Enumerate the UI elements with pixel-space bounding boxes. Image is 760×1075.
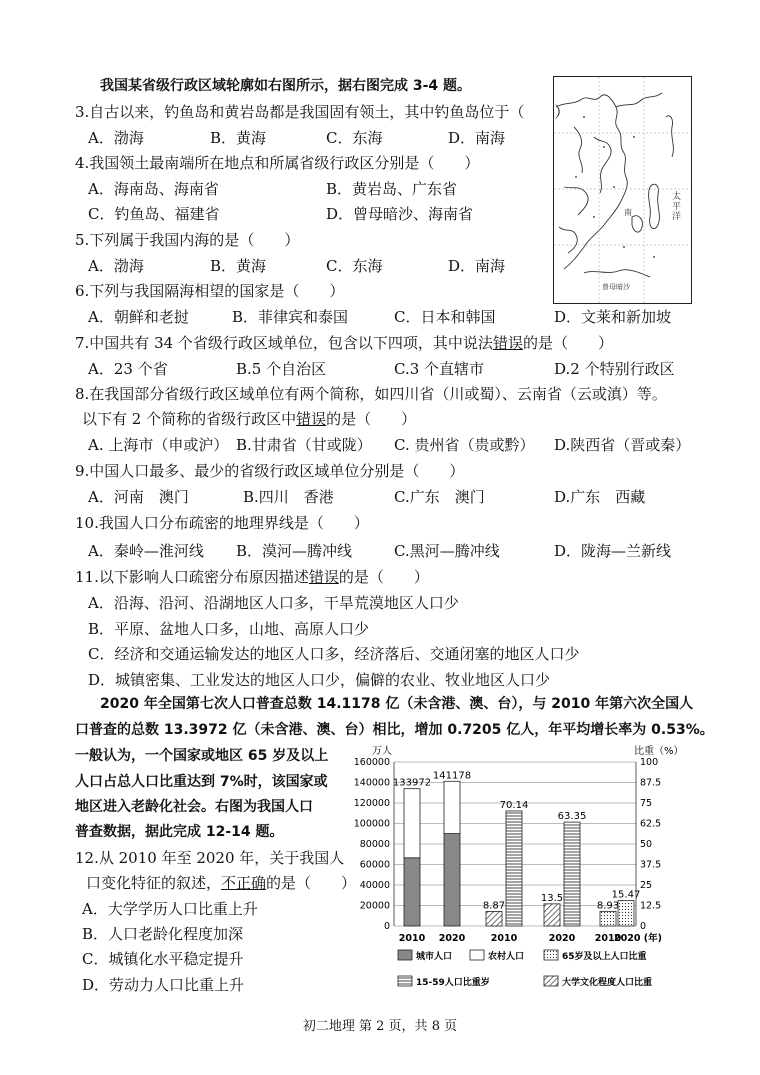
q3-option-a[interactable]: A．渤海 [88,129,144,147]
legend-label: 农村人口 [488,952,525,962]
question-10-stem: 10.我国人口分布疏密的地理界线是（ ） [75,514,369,532]
ratio-bar [600,911,616,926]
question-4-stem: 4.我国领土最南端所在地点和所属省级行政区分别是（ ） [75,154,480,172]
q12-option-d[interactable]: D．劳动力人口比重上升 [82,976,245,994]
left-tick-label: 140000 [353,777,390,789]
left-tick-label: 80000 [359,839,390,850]
q7-option-c[interactable]: C.3 个直辖市 [394,360,485,378]
q12-option-b[interactable]: B．人口老龄化程度加深 [82,925,244,943]
right-tick-label: 62.5 [640,818,662,830]
q6-option-d[interactable]: D．文莱和新加坡 [554,308,672,326]
bar-rural-2010 [404,789,420,858]
q11-option-a[interactable]: A．沿海、沿河、沿湖地区人口多，干旱荒漠地区人口少 [88,594,459,612]
bar-total-label: 141178 [432,770,472,782]
intro-12-14-line3: 一般认为，一个国家或地区 65 岁及以上 [75,748,329,764]
intro-12-14-line1: 2020 年全国第七次人口普查总数 14.1178 亿（未含港、澳、台），与 2010 年第六次全国人 [100,696,694,712]
ratio-bar [486,911,502,926]
left-tick-label: 100000 [353,818,390,830]
question-9-stem: 9.中国人口最多、最少的省级行政区域单位分别是（ ） [75,462,465,480]
left-tick-label: 160000 [353,757,390,768]
q8-option-a[interactable]: A. 上海市（申或沪） [88,436,229,454]
q6-option-b[interactable]: B．菲律宾和泰国 [232,308,349,326]
legend-swatch [398,976,412,986]
right-tick-label: 25 [640,880,653,891]
ratio-bar-label: 63.35 [557,811,587,823]
question-5-stem: 5.下列属于我国内海的是（ ） [75,231,300,249]
q9-option-b[interactable]: B.四川 香港 [243,488,334,506]
q5-option-c[interactable]: C．东海 [326,257,383,275]
legend-swatch [470,950,484,960]
q3-option-d[interactable]: D．南海 [448,129,506,147]
map-label-south: 南 [624,208,632,217]
ratio-bar-label: 8.87 [482,900,506,912]
legend-swatch [544,976,558,986]
right-axis-unit: 比重（%） [634,746,684,757]
q8-option-d[interactable]: D.陕西省（晋或秦） [554,436,691,454]
bar-urban-2020 [444,834,460,926]
q5-option-b[interactable]: B．黄海 [210,257,267,275]
x-tick-label: 2010 [398,933,426,944]
map-label-zengmu: 曾母暗沙 [602,283,630,291]
left-axis-unit: 万人 [372,746,392,757]
q6-option-a[interactable]: A．朝鲜和老挝 [88,308,189,326]
left-tick-label: 120000 [353,798,390,809]
ratio-bar [618,901,634,926]
legend-swatch [398,950,412,960]
ratio-bar [544,904,560,926]
intro-12-14-line5: 地区进入老龄化社会。右图为我国人口 [75,799,313,815]
q9-option-a[interactable]: A．河南 澳门 [88,488,189,506]
x-tick-label: 2020 [548,933,576,944]
q9-option-c[interactable]: C.广东 澳门 [394,488,485,506]
ratio-bar-label: 8.93 [596,900,620,912]
question-6-stem: 6.下列与我国隔海相望的国家是（ ） [75,282,345,300]
q3-option-b[interactable]: B．黄海 [210,129,267,147]
question-12-stem-2: 口变化特征的叙述，不正确的是（ ） [86,874,357,892]
q7-option-d[interactable]: D.2 个特别行政区 [554,360,675,378]
question-8-stem: 8.在我国部分省级行政区域单位有两个简称，如四川省（川或蜀）、云南省（云或滇）等。 [75,385,667,403]
q4-option-b[interactable]: B．黄岩岛、广东省 [326,180,458,198]
intro-12-14-line4: 人口占总人口比重达到 7%时，该国家或 [75,774,328,790]
ratio-bar-label: 15.47 [611,889,641,901]
q12-option-a[interactable]: A．大学学历人口比重上升 [82,900,258,918]
q4-option-a[interactable]: A．海南岛、海南省 [88,180,219,198]
x-tick-label: 2020 (年) [614,933,662,944]
page-footer: 初二地理 第 2 页，共 8 页 [302,1019,458,1034]
legend-label: 大学文化程度人口比重 [562,978,653,988]
intro-3-4: 我国某省级行政区域轮廓如右图所示，据右图完成 3-4 题。 [100,78,472,94]
left-tick-label: 40000 [359,880,390,891]
intro-12-14-line6: 普查数据，据此完成 12-14 题。 [75,824,284,840]
q7-option-a[interactable]: A．23 个省 [88,360,168,378]
q12-option-c[interactable]: C．城镇化水平稳定提升 [82,950,244,968]
q10-option-b[interactable]: B．漠河—腾冲线 [236,542,353,560]
right-tick-label: 12.5 [640,900,662,912]
ratio-bar [564,822,580,926]
q5-option-a[interactable]: A．渤海 [88,257,144,275]
q4-option-d[interactable]: D．曾母暗沙、海南省 [326,205,474,223]
left-tick-label: 20000 [359,900,390,912]
right-tick-label: 0 [640,921,647,932]
left-tick-label: 0 [383,921,390,932]
legend-label: 15-59人口比重岁 [416,978,490,988]
q5-option-d[interactable]: D．南海 [448,257,506,275]
ratio-bar [506,811,522,926]
right-tick-label: 87.5 [640,777,662,789]
bar-rural-2020 [444,781,460,833]
right-tick-label: 50 [640,839,653,850]
ratio-bar-label: 13.5 [540,892,564,904]
q8-option-c[interactable]: C. 贵州省（贵或黔） [394,436,535,454]
q3-option-c[interactable]: C．东海 [326,129,383,147]
q8-option-b[interactable]: B.甘肃省（甘或陇） [236,436,372,454]
map-label-pacific: 太平洋 [672,192,682,222]
question-11-stem: 11.以下影响人口疏密分布原因描述错误的是（ ） [75,568,429,586]
q11-option-b[interactable]: B．平原、盆地人口多，山地、高原人口少 [88,620,370,638]
q9-option-d[interactable]: D.广东 西藏 [554,488,646,506]
province-map [553,76,692,304]
china-coast-map-icon [554,77,691,303]
left-tick-label: 60000 [359,859,390,871]
right-tick-label: 100 [640,757,659,768]
intro-12-14-line2: 口普查的总数 13.3972 亿（未含港、澳、台）相比，增加 0.7205 亿人，年平均增长率为 0.53%。 [75,722,714,738]
legend-label: 65岁及以上人口比重 [562,952,647,962]
q10-option-c[interactable]: C.黑河—腾冲线 [394,542,500,560]
q10-option-d[interactable]: D．陇海—兰新线 [554,542,672,560]
x-tick-label: 2010 [594,933,622,944]
x-tick-label: 2010 [490,933,518,944]
legend-label: 城市人口 [416,952,453,962]
question-12-stem: 12.从 2010 年至 2020 年，关于我国人 [75,849,345,867]
question-3-stem: 3.自古以来，钓鱼岛和黄岩岛都是我国固有领土，其中钓鱼岛位于（ ） [75,103,570,121]
bar-urban-2010 [404,858,420,926]
right-tick-label: 37.5 [640,859,662,871]
question-8-stem-2: 以下有 2 个简称的省级行政区中错误的是（ ） [82,410,417,428]
right-tick-label: 75 [640,798,653,809]
q4-option-c[interactable]: C．钓鱼岛、福建省 [88,205,220,223]
bar-total-label: 133972 [392,777,432,789]
q11-option-d[interactable]: D．城镇密集、工业发达的地区人口少，偏僻的农业、牧业地区人口少 [88,671,551,689]
x-tick-label: 2020 [438,933,466,944]
ratio-bar-label: 70.14 [499,799,529,811]
question-7-stem: 7.中国共有 34 个省级行政区域单位，包含以下四项，其中说法错误的是（ ） [75,334,613,352]
q7-option-b[interactable]: B.5 个自治区 [236,360,327,378]
legend-swatch [544,950,558,960]
q11-option-c[interactable]: C．经济和交通运输发达的地区人口多，经济落后、交通闭塞的地区人口少 [88,645,580,663]
q10-option-a[interactable]: A．秦岭—淮河线 [88,542,204,560]
population-census-chart [348,740,688,1000]
q6-option-c[interactable]: C．日本和韩国 [394,308,496,326]
